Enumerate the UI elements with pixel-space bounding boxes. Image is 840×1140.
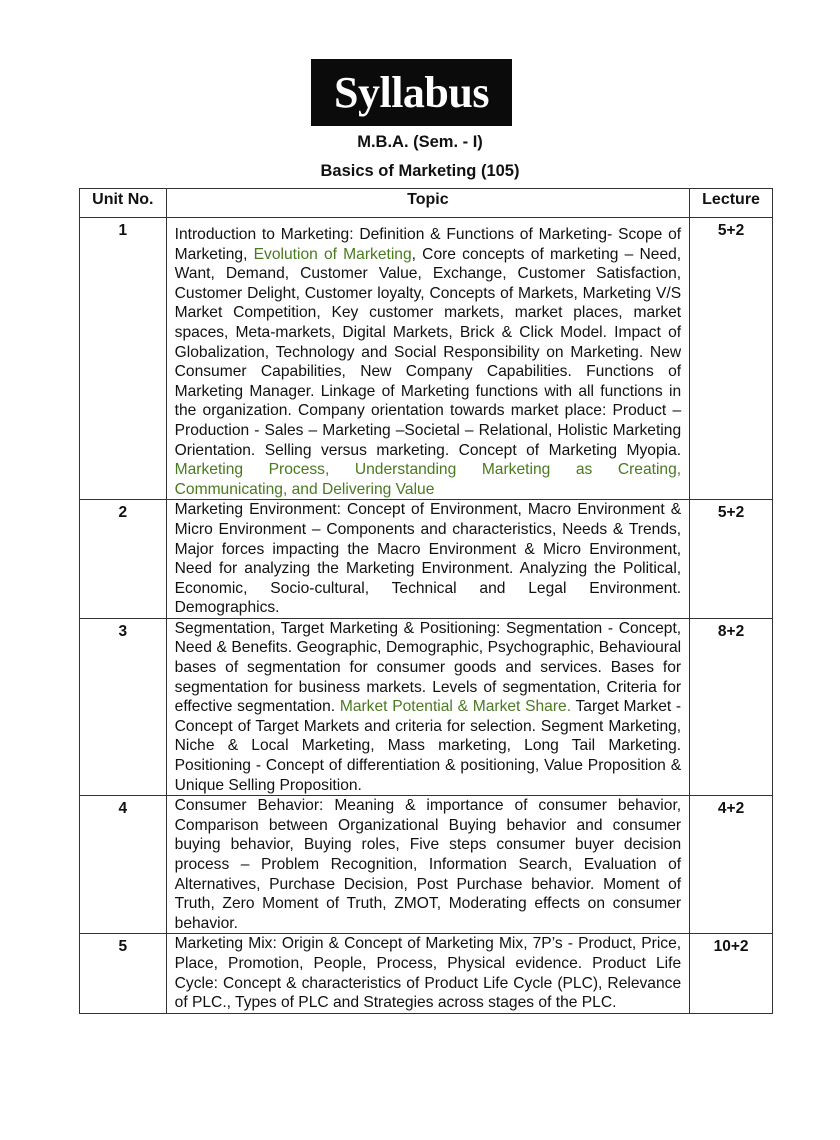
header-topic: Topic: [166, 189, 689, 218]
course-title: M.B.A. (Sem. - I): [357, 133, 483, 151]
topic-highlight: Evolution of Marketing: [253, 245, 412, 263]
subject-title: Basics of Marketing (105): [320, 162, 520, 180]
topic-cell: [166, 934, 689, 1013]
lecture-count: 5+2: [690, 218, 773, 500]
topic-highlight: Marketing Process, Understanding Marketing as Creating, Communicating, and Delivering Value: [174, 461, 682, 498]
syllabus-banner: Syllabus: [311, 59, 512, 126]
topic-text: Consumer Behavior: Meaning & importance of consumer behavior, Comparison between Organizational Buying behavior and consumer buying behavior, Buying roles, Five steps consumer buyer decision process – Problem Recognition, Information Search, Evaluation of Alternatives, Purchase Decision, Post Purchase behavior. Moment of Truth, Zero Moment of Truth, ZMOT, Moderating effects on consumer behavior.: [174, 797, 682, 932]
topic-text: Marketing Mix: Origin & Concept of Marketing Mix, 7P’s - Product, Price, Place, Promotion, People, Process, Physical evidence. Product Life Cycle: Concept & characteristics of Product Life Cycle (PLC), Relevance of PLC., Types of PLC and Strategies across stages of the PLC.: [174, 935, 682, 1012]
topic-text: Introduction to Marketing: Definition & Functions of Marketing- Scope of Marketing,: [174, 226, 682, 263]
lecture-count: 10+2: [690, 934, 773, 1013]
table-row: [80, 500, 773, 619]
table-row: [80, 934, 773, 1013]
table-row: [80, 618, 773, 795]
topic-cell: [166, 500, 689, 619]
topic-text: , Core concepts of marketing – Need, Want, Demand, Customer Value, Exchange, Customer Satisfaction, Customer Delight, Customer loyalty, Concepts of Markets, Marketing V/S Market Competition, Key customer markets, market places, market spaces, Meta-markets, Digital Markets, Brick & Click Model. Impact of Globalization, Technology and Social Responsibility on Marketing. New Consumer Capabilities, New Company Capabilities. Functions of Marketing Manager. Linkage of Marketing functions with all functions in the organization. Company orientation towards market place: Product – Production - Sales – Marketing –Societal – Relational, Holistic Marketing Orientation. Selling versus marketing. Concept of Marketing Myopia.: [174, 245, 682, 459]
topic-text: Target Market - Concept of Target Markets and criteria for selection. Segment Marketing, Niche & Local Marketing, Mass marketing, Long Tail Marketing. Positioning - Concept of differentiation & positioning, Value Proposition & Unique Selling Proposition.: [174, 698, 682, 794]
syllabus-table: [79, 188, 773, 1014]
table-header-row: [80, 189, 773, 218]
topic-cell: [166, 618, 689, 795]
topic-text: Marketing Environment: Concept of Environment, Macro Environment & Micro Environment – Components and characteristics, Needs & Trends, Major forces impacting the Macro Environment & Micro Environment, Need for analyzing the Marketing Environment. Analyzing the Political, Economic, Socio-cultural, Technical and Legal Environment. Demographics.: [174, 501, 682, 617]
lecture-count: 4+2: [690, 796, 773, 934]
header-lecture: Lecture: [690, 189, 773, 218]
unit-number: 4: [80, 796, 167, 934]
header-unit-no: Unit No.: [80, 189, 167, 218]
lecture-count: 8+2: [690, 618, 773, 795]
table-row: [80, 796, 773, 934]
topic-text: Segmentation, Target Marketing & Positioning: Segmentation - Concept, Need & Benefits. Geographic, Demographic, Psychographic, Behavioural bases of segmentation for consumer goods and services. Bases for segmentation for business markets. Levels of segmentation, Criteria for effective segmentation.: [174, 619, 682, 716]
topic-highlight: Market Potential & Market Share.: [339, 698, 572, 716]
topic-cell: [166, 796, 689, 934]
lecture-count: 5+2: [690, 500, 773, 619]
topic-cell: [166, 218, 689, 500]
table-row: [80, 218, 773, 500]
unit-number: 2: [80, 500, 167, 619]
unit-number: 1: [80, 218, 167, 500]
unit-number: 5: [80, 934, 167, 1013]
unit-number: 3: [80, 618, 167, 795]
